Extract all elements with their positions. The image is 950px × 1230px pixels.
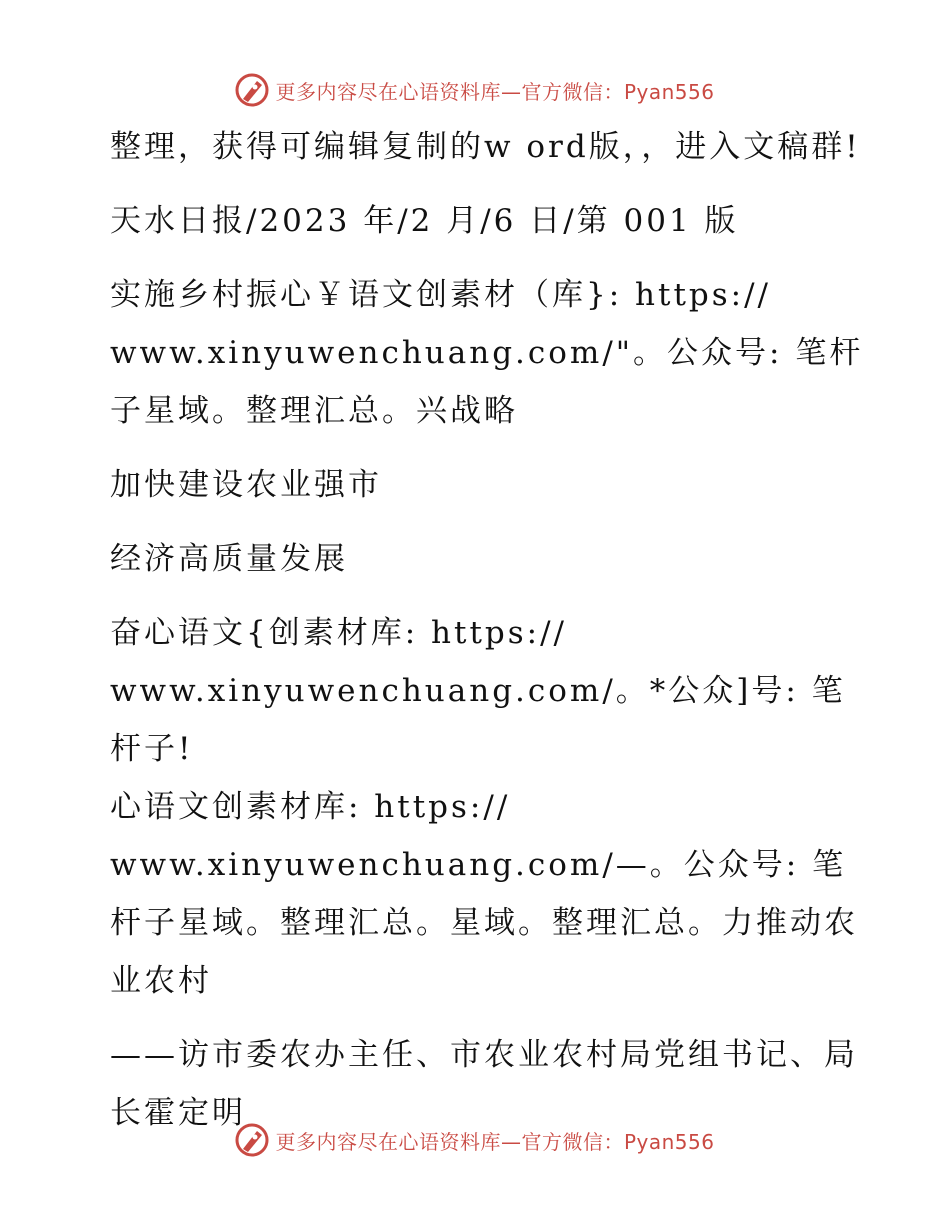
- document-body: [96, 118, 866, 1142]
- paragraph-source-line: 天水日报/2023 年/2 月/6 日/第 001 版: [110, 203, 739, 239]
- paragraph-headline-part1: 实施乡村振心￥语文创素材（库}: https:// www.xinyuwenchuang.com/"。公众号: 笔杆子星域。整理汇总。兴战略: [110, 277, 864, 429]
- header-watermark-text: 更多内容尽在心语资料库—官方微信：Pyan556: [275, 79, 715, 104]
- paragraph-headline-part3: 经济高质量发展: [110, 541, 348, 577]
- pen-nib-logo-icon: [235, 1123, 269, 1157]
- footer-watermark-text: 更多内容尽在心语资料库—官方微信：Pyan556: [275, 1129, 715, 1154]
- header-watermark-banner: [0, 70, 950, 110]
- paragraph-subtitle: ——访市委农办主任、市农业农村局党组书记、局长霍定明: [110, 1037, 858, 1131]
- paragraph-headline-part2: 加快建设农业强市: [110, 467, 382, 503]
- pen-nib-logo-icon: [235, 73, 269, 107]
- paragraph-headline-part4: 奋心语文{创素材库: https:// www.xinyuwenchuang.com/。*公众]号: 笔杆子! 心语文创素材库: https:// www.xinyuwenchuang.com/—。公众号: 笔杆子星域。整理汇总。星域。整理汇总。力推动农业农村: [110, 615, 858, 999]
- paragraph-intro: 整理，获得可编辑复制的w ord版，，进入文稿群!: [110, 129, 861, 165]
- footer-watermark-banner: [0, 1120, 950, 1160]
